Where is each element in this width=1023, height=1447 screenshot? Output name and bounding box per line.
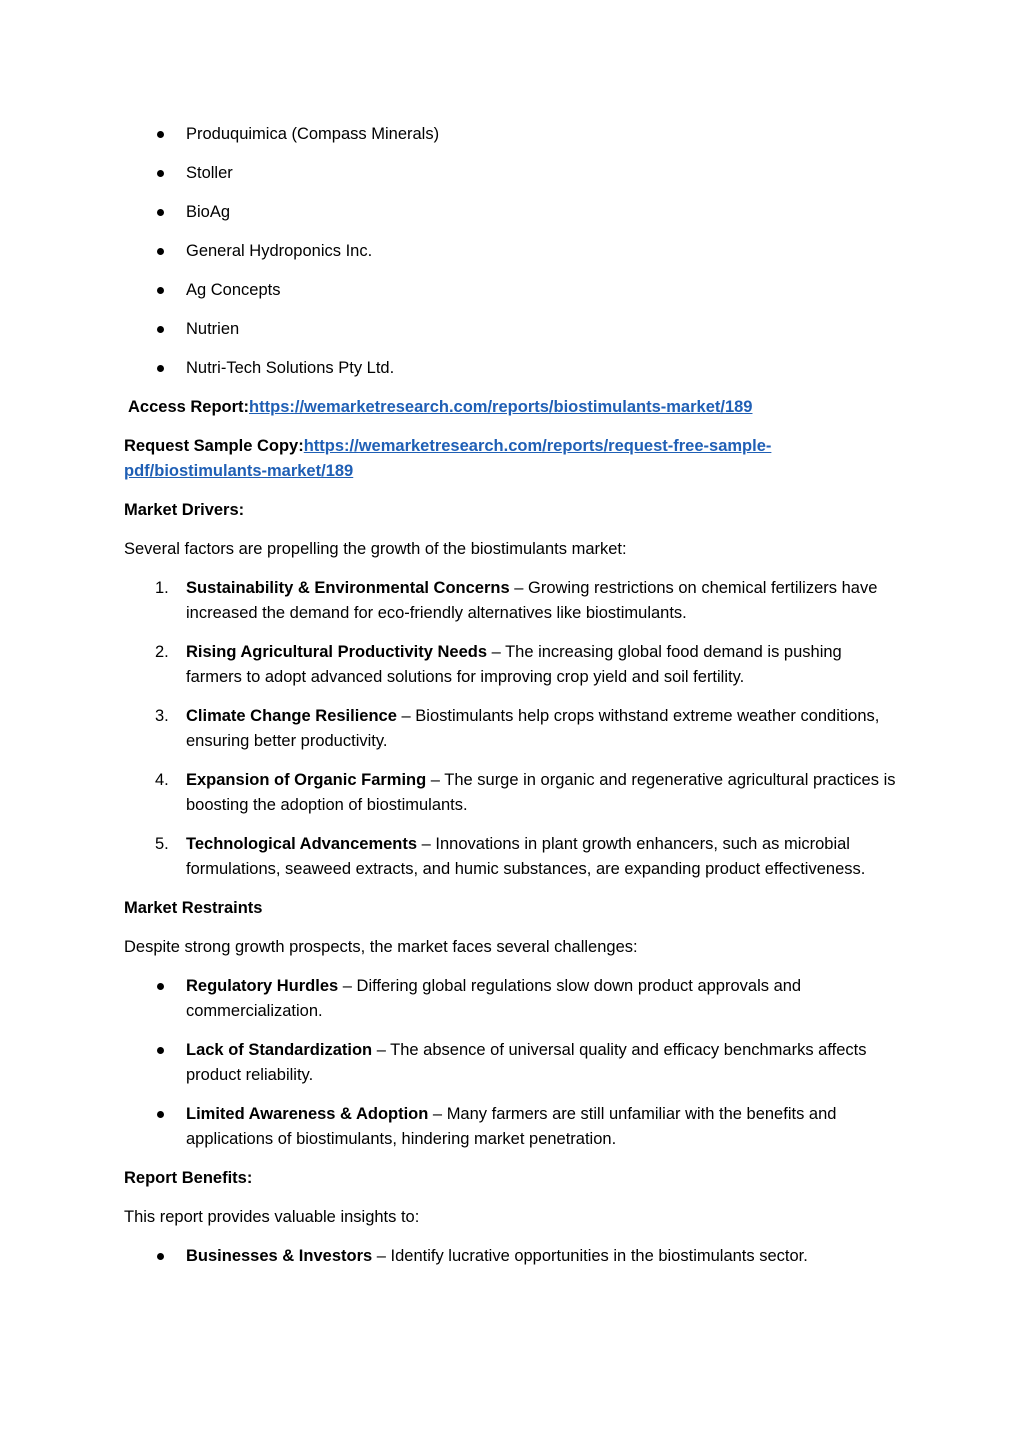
bullet-icon bbox=[157, 326, 164, 333]
access-report-line bbox=[124, 395, 899, 420]
bullet-icon bbox=[157, 365, 164, 372]
list-number: 1. bbox=[155, 579, 169, 597]
access-report-label: Access Report: bbox=[128, 398, 250, 416]
bullet-icon bbox=[157, 170, 164, 177]
restraint-title: Limited Awareness & Adoption bbox=[186, 1105, 429, 1123]
bullet-icon bbox=[157, 983, 164, 990]
market-restraints-list bbox=[124, 974, 899, 1152]
bullet-icon bbox=[157, 287, 164, 294]
list-number: 5. bbox=[155, 835, 169, 853]
company-name: General Hydroponics Inc. bbox=[186, 242, 373, 260]
benefit-title: Businesses & Investors bbox=[186, 1247, 373, 1265]
driver-title: Technological Advancements bbox=[186, 835, 418, 853]
driver-title: Expansion of Organic Farming bbox=[186, 771, 427, 789]
benefit-text: – Identify lucrative opportunities in the biostimulants sector. bbox=[372, 1247, 808, 1265]
list-item bbox=[124, 1102, 899, 1152]
driver-title: Climate Change Resilience bbox=[186, 707, 397, 725]
restraint-title: Lack of Standardization bbox=[186, 1041, 373, 1059]
restraint-title: Regulatory Hurdles bbox=[186, 977, 339, 995]
list-item bbox=[124, 974, 899, 1024]
list-number: 3. bbox=[155, 707, 169, 725]
request-sample-link-part1: https://wemarketresearch.com/reports/request-free-sample- bbox=[303, 437, 772, 455]
company-name: Produquimica (Compass Minerals) bbox=[186, 125, 440, 143]
list-item bbox=[124, 768, 899, 818]
access-report-link[interactable]: https://wemarketresearch.com/reports/biostimulants-market/189 bbox=[249, 398, 753, 416]
list-item bbox=[124, 1038, 899, 1088]
request-sample-label: Request Sample Copy: bbox=[124, 437, 304, 455]
driver-text: – Innovations in plant growth enhancers, such as microbial formulations, seaweed extracts, and humic substances, are expanding product effectiveness. bbox=[186, 835, 866, 878]
driver-title: Rising Agricultural Productivity Needs bbox=[186, 643, 488, 661]
list-number: 2. bbox=[155, 643, 169, 661]
list-item bbox=[124, 1244, 899, 1269]
list-item bbox=[124, 704, 899, 754]
company-name: Nutrien bbox=[186, 320, 240, 338]
restraint-text: – Many farmers are still unfamiliar with the benefits and applications of biostimulants, hindering market penetration. bbox=[186, 1105, 837, 1148]
list-item bbox=[124, 200, 899, 225]
list-item bbox=[124, 161, 899, 186]
list-item bbox=[124, 576, 899, 626]
market-drivers-intro: Several factors are propelling the growth of the biostimulants market: bbox=[124, 540, 627, 558]
driver-text: – Growing restrictions on chemical fertilizers have increased the demand for eco-friendly alternatives like biostimulants. bbox=[186, 579, 878, 622]
bullet-icon bbox=[157, 248, 164, 255]
report-benefits-intro: This report provides valuable insights to: bbox=[124, 1208, 420, 1226]
bullet-icon bbox=[157, 209, 164, 216]
market-drivers-list bbox=[124, 576, 899, 882]
company-name: BioAg bbox=[186, 203, 231, 221]
company-name: Stoller bbox=[186, 164, 233, 182]
list-item bbox=[124, 278, 899, 303]
driver-text: – The surge in organic and regenerative agricultural practices is boosting the adoption of biostimulants. bbox=[186, 771, 896, 814]
list-item bbox=[124, 832, 899, 882]
request-sample-line bbox=[124, 434, 899, 484]
list-item bbox=[124, 317, 899, 342]
bullet-icon bbox=[157, 131, 164, 138]
bullet-icon bbox=[157, 1111, 164, 1118]
report-benefits-heading: Report Benefits: bbox=[124, 1169, 253, 1187]
driver-text: – The increasing global food demand is pushing farmers to adopt advanced solutions for improving crop yield and soil fertility. bbox=[186, 643, 842, 686]
market-drivers-heading: Market Drivers: bbox=[124, 501, 245, 519]
restraint-text: – The absence of universal quality and efficacy benchmarks affects product reliability. bbox=[186, 1041, 867, 1084]
company-list bbox=[124, 122, 899, 381]
restraint-text: – Differing global regulations slow down product approvals and commercialization. bbox=[186, 977, 802, 1020]
company-name: Nutri-Tech Solutions Pty Ltd. bbox=[186, 359, 395, 377]
company-name: Ag Concepts bbox=[186, 281, 281, 299]
list-item bbox=[124, 356, 899, 381]
market-restraints-heading: Market Restraints bbox=[124, 899, 263, 917]
market-restraints-intro: Despite strong growth prospects, the market faces several challenges: bbox=[124, 938, 638, 956]
request-sample-link-part2: pdf/biostimulants-market/189 bbox=[124, 462, 354, 480]
list-item bbox=[124, 122, 899, 147]
bullet-icon bbox=[157, 1047, 164, 1054]
bullet-icon bbox=[157, 1253, 164, 1260]
driver-title: Sustainability & Environmental Concerns bbox=[186, 579, 510, 597]
list-item bbox=[124, 239, 899, 264]
report-benefits-list bbox=[124, 1244, 899, 1269]
list-number: 4. bbox=[155, 771, 169, 789]
driver-text: – Biostimulants help crops withstand extreme weather conditions, ensuring better productivity. bbox=[186, 707, 880, 750]
list-item bbox=[124, 640, 899, 690]
